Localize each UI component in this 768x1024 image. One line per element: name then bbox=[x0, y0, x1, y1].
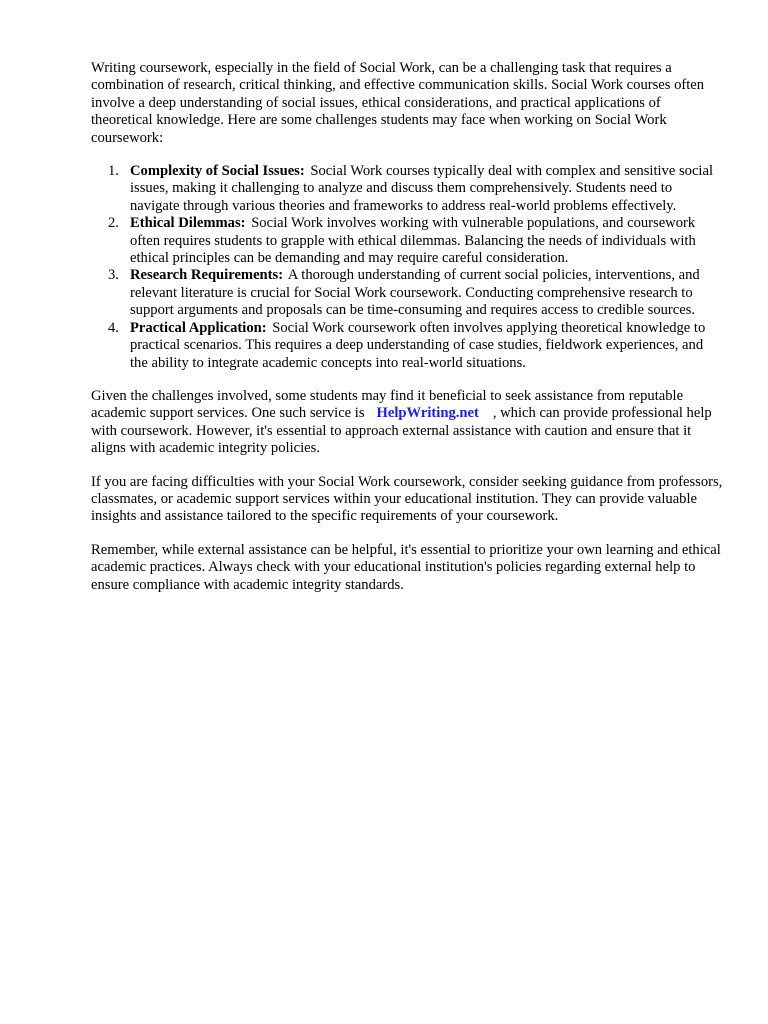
helpwriting-link[interactable]: HelpWriting.net bbox=[376, 405, 479, 422]
list-item bbox=[91, 215, 723, 267]
list-item-number: 1. bbox=[108, 163, 119, 180]
assistance-text-after: , which can provide professional help with coursework. However, it's essential to approach external assistance with caution and ensure that it aligns with academic integrity policies. bbox=[91, 405, 712, 457]
list-item-title: Ethical Dilemmas: bbox=[130, 215, 246, 232]
list-item-text: Social Work coursework often involves applying theoretical knowledge to practical scenarios. This requires a deep understanding of case studies, fieldwork experiences, and the ability to integrate academic concepts into real-world situations. bbox=[130, 319, 706, 371]
list-item bbox=[91, 320, 723, 372]
reminder-paragraph: Remember, while external assistance can be helpful, it's essential to prioritize your own learning and ethical academic practices. Always check with your educational institution's policies regarding external help to ensure compliance with academic integrity standards. bbox=[91, 541, 721, 593]
challenges-list bbox=[91, 163, 723, 372]
list-item-number: 4. bbox=[108, 319, 119, 336]
list-item-title: Practical Application: bbox=[130, 319, 267, 336]
assistance-text-before: Given the challenges involved, some students may find it beneficial to seek assistance from reputable academic support services. One such service is bbox=[91, 387, 684, 422]
guidance-paragraph: If you are facing difficulties with your Social Work coursework, consider seeking guidance from professors, classmates, or academic support services within your educational institution. They can provide valuable insights and assistance tailored to the specific requirements of your coursework. bbox=[91, 473, 723, 525]
list-item-text: Social Work courses typically deal with complex and sensitive social issues, making it challenging to analyze and discuss them comprehensively. Students need to navigate through various theories and frameworks to address real-world problems effectively. bbox=[130, 163, 714, 214]
document-page bbox=[91, 60, 723, 610]
list-item-title: Research Requirements: bbox=[130, 267, 284, 284]
list-item-number: 2. bbox=[108, 215, 119, 232]
list-item-text: A thorough understanding of current social policies, interventions, and relevant literature is crucial for Social Work coursework. Conducting comprehensive research to support arguments and proposals can be time-consuming and requires access to credible sources. bbox=[130, 267, 700, 319]
intro-paragraph: Writing coursework, especially in the field of Social Work, can be a challenging task that requires a combination of research, critical thinking, and effective communication skills. Social Work courses often involve a deep understanding of social issues, ethical considerations, and practical applications of theoretical knowledge. Here are some challenges students may face when working on Social Work coursework: bbox=[91, 60, 705, 146]
list-item bbox=[91, 267, 723, 319]
list-item-number: 3. bbox=[108, 267, 119, 284]
list-item-title: Complexity of Social Issues: bbox=[130, 163, 305, 180]
list-item-text: Social Work involves working with vulnerable populations, and coursework often requires students to grapple with ethical dilemmas. Balancing the needs of individuals with ethical principles can be demanding and may require careful consideration. bbox=[130, 215, 696, 267]
assistance-paragraph bbox=[91, 388, 723, 458]
list-item bbox=[91, 163, 723, 215]
